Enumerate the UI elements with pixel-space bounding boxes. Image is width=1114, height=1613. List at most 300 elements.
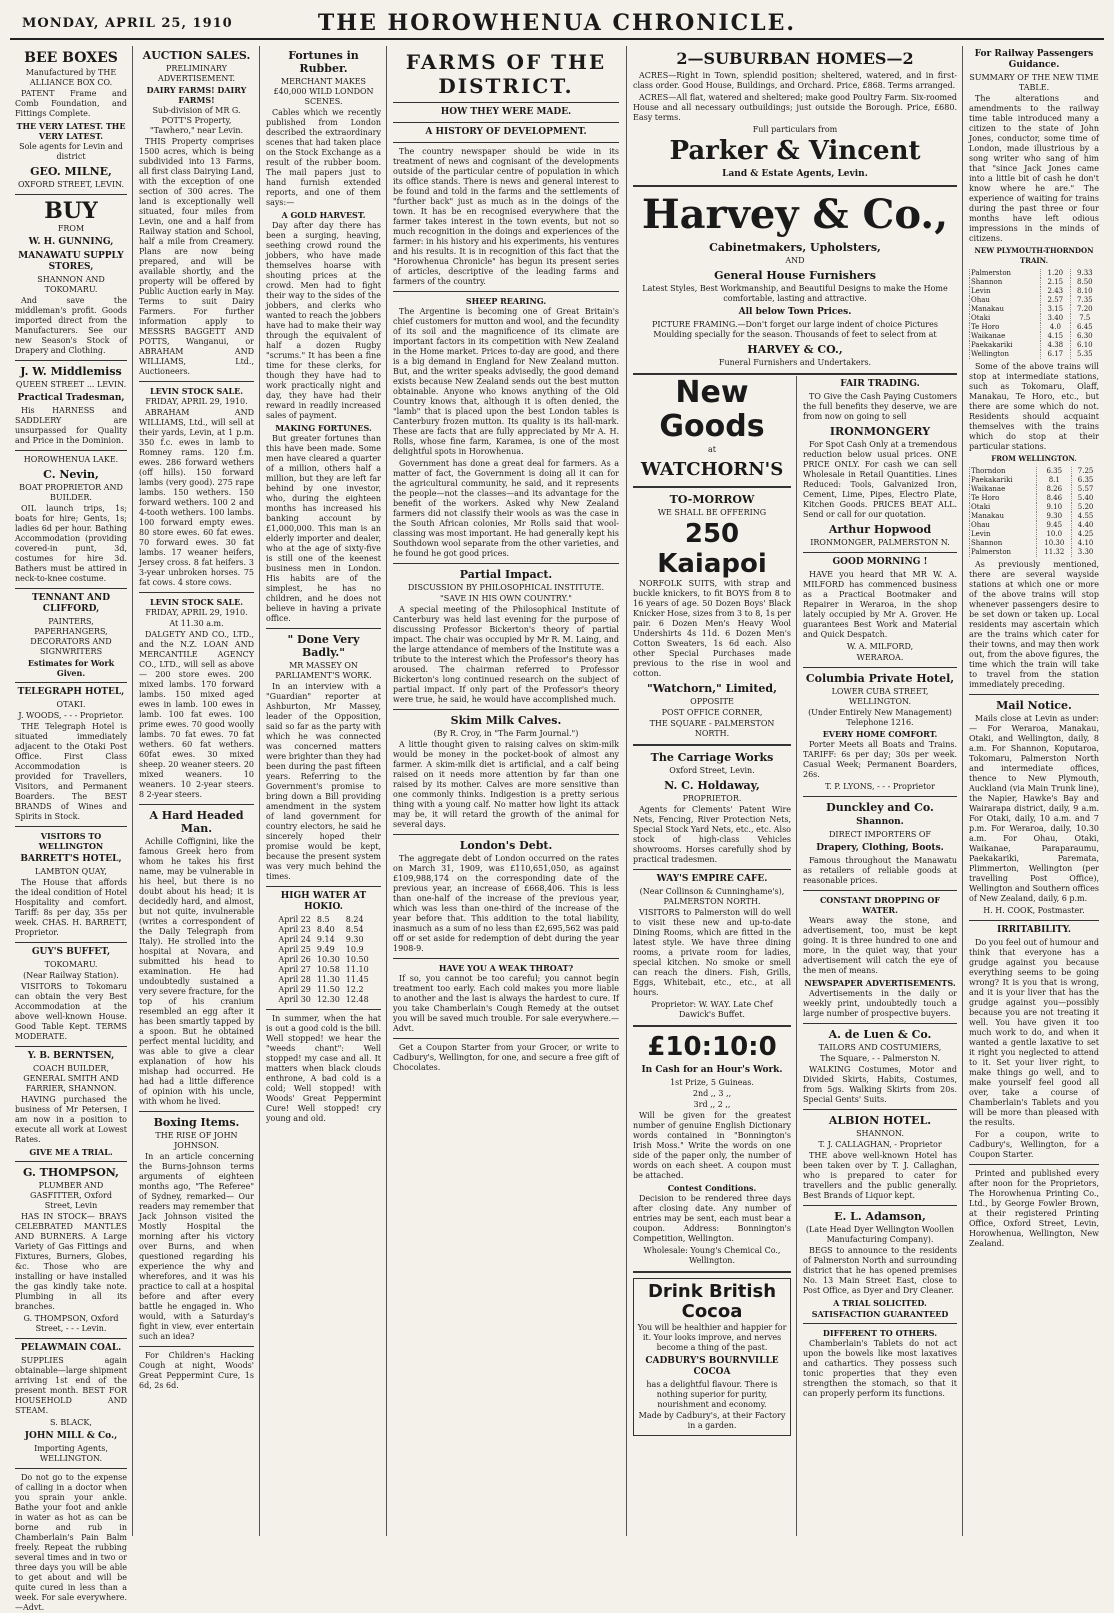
stock-sale-2-heading: LEVIN STOCK SALE. xyxy=(149,597,244,607)
thompson-signature: G. THOMPSON, Oxford Street, - - - Levin. xyxy=(23,1314,119,1333)
cadbury-coupon-advt: Get a Coupon Starter from your Grocer, or write to Cadbury's, Wellington, for one, and secure a free gift of Chocolates. xyxy=(393,1043,619,1072)
columbia-comfort: EVERY HOME COMFORT. xyxy=(822,729,938,739)
time-cell: 9.10 xyxy=(1037,503,1072,512)
ironmongery-body: For Spot Cash Only at a tremendous reduction below usual prices. ONE PRICE ONLY. For cash we can sell Wholesale in Retail Quantities. Lines Reduced: Tools, Galvanized Iron, Cement, Lime, Pipes, Electro Plate, Kitchen Goods. PRICES BEAT ALL. Send or call for our quotation. xyxy=(803,440,957,519)
kaiapoi-body: NORFOLK SUITS, with strap and buckle knickers, to fit BOYS from 8 to 16 years of age. 50 Dozen Boys' Black Knicker Hose, sizes from 3 to 8, 1s per pair. 6 Dozen Men's Heavy Wool Undershirts 4s 11d. 6 Dozen Men's Cotton Sweaters, 1s 6d each. Also other Special Purchases made previous to the rise in wool and cotton. xyxy=(633,579,791,678)
tide-cell-am: 9.49 xyxy=(316,945,335,954)
adamson-satisfaction: SATISFACTION GUARANTEED xyxy=(811,1309,949,1319)
auction-heading: AUCTION SALES. xyxy=(142,49,251,62)
boxing-heading: Boxing Items. xyxy=(153,1116,240,1129)
suburban-homes-title: 2—SUBURBAN HOMES—2 xyxy=(676,49,914,68)
time-cell: 3.15 xyxy=(1041,305,1071,314)
tide-cell-am: 9.14 xyxy=(316,935,335,944)
boxing-sub: THE RISE OF JOHN JOHNSON. xyxy=(155,1131,238,1150)
station-name: Waikanae xyxy=(970,485,1037,494)
dunckley-sub: DIRECT IMPORTERS OF xyxy=(829,830,931,839)
visitors-heading: VISITORS TO WELLINGTON xyxy=(38,831,104,851)
time-cell: 1.20 xyxy=(1041,269,1071,278)
sheep-rearing-body: The Argentine is becoming one of Great Britain's chief customers for mutton and wool, and the fecundity of its soil and the magnificence of its climate are important factors in its competition with New Zealand in the Home market. Prices to-day are good, and there is a big demand in England for New Zealand mutton. But, and the writer speaks advisedly, the good demand exists because New Zealand sends out the best mutton obtainable. Anyone who knows anything of the Old Country knows that, although it is often denied, the "lamb" that is placed upon the best London tables is Canterbury frozen mutton. Its quality is its hall-mark. These are facts that are fully appreciated by Mr A. H. Rolls, whose fine farm, Karamea, is one of the most delightful spots in Horowhenua. xyxy=(393,307,619,456)
black-name: S. BLACK, xyxy=(50,1418,92,1427)
station-name: Palmerston xyxy=(970,269,1041,278)
timetable-row xyxy=(970,494,1100,503)
cocoa-body: You will be healthier and happier for it. Your looks improve, and nerves become a thing of the past. xyxy=(637,1323,787,1352)
tide-row xyxy=(275,915,371,925)
time-cell: 3.40 xyxy=(1041,314,1071,323)
masthead xyxy=(10,6,1104,40)
guy-name: GUY'S BUFFET, xyxy=(31,947,111,957)
high-water-heading: HIGH WATER AT HOKIO. xyxy=(280,891,367,912)
harvey-body: Latest Styles, Best Workmanship, and Beautiful Designs to make the Home comfortable, lasting and attractive. xyxy=(642,284,948,303)
tide-cell-pm: 12.48 xyxy=(345,995,369,1004)
tide-cell-am: 10.30 xyxy=(316,955,340,964)
holdaway-body: Agents for Clements' Patent Wire Nets, Fencing, River Protection Nets, Special Stock Yard Nets, etc., etc. Also stock of high-class Vehicles showrooms. Horses carefully shod by practical tradesmen. xyxy=(633,805,791,864)
timetable-row xyxy=(970,341,1100,350)
partial-impact-quote: "SAVE IN HIS OWN COUNTRY." xyxy=(440,594,572,603)
new-goods-heading: New Goods xyxy=(659,375,765,444)
timetable-row xyxy=(970,521,1100,530)
time-cell: 6.30 xyxy=(1070,332,1099,341)
weak-throat-body: If so, you cannot be too careful; you cannot begin treatment too early. Each cold makes you more liable to another and the last is always the hardest to cure. If you take Chamberlain's Cough Remedy at the outset you will be saved much trouble. For sale everywhere.—Advt. xyxy=(393,974,619,1033)
offering-text: WE SHALL BE OFFERING xyxy=(657,508,767,517)
station-name: Ohau xyxy=(970,521,1037,530)
suburban-item-2: ACRES—All flat, watered and sheltered; make good Poultry Farm. Six-roomed House and all necessary outbuildings; just outside the Borough. Price, £680. Easy terms. xyxy=(633,93,957,122)
cocoa-advert xyxy=(633,1278,791,1436)
contest-body: Decision to be rendered three days after closing date. Any number of entries may be sent, each must bear a coupon. Address: Bonnington's Competition, Wellington. xyxy=(633,1194,791,1243)
milford-name: W. A. MILFORD, xyxy=(846,642,914,651)
albion-place: SHANNON. xyxy=(856,1129,904,1138)
stock-sale-2-time: At 11.30 a.m. xyxy=(169,619,224,628)
time-cell: 7.35 xyxy=(1070,296,1099,305)
berntsen-body: HAVING purchased the business of Mr Petersen, I am now in a position to execute all work at Lowest Rates. xyxy=(15,1095,127,1144)
gold-harvest-body: Day after day there has been a surging, heaving, seething crowd round the jobbers, who have made themselves hoarse with shouting prices at the crowd. Men had to fight their way to the sides of the jobbers, and clerks who wanted to reach the jobbers have had to make their way through the equivalent of half a dozen Rugby "scrums." It has been a fine time for these clerks, for though they have had to work practically night and day, they have had their reward in readily increased sales of payment. xyxy=(266,221,381,420)
time-cell: 10.0 xyxy=(1037,530,1072,539)
columbia-address: LOWER CUBA STREET, WELLINGTON. xyxy=(831,687,929,706)
timetable-south-heading: FROM WELLINGTON. xyxy=(991,454,1077,463)
skim-milk-body: A little thought given to raising calves on skim-milk would be money in the pocket-book of almost any farmer. A skim-milk diet is artificial, and a calf being raised on it needs more attention by far than one raised by its mother. Calves are more sensitive than one commonly thinks. Indigestion is a pretty serious thing with a young calf. No matter how light its attack may be, it will retard the growth of the animal for several days. xyxy=(393,740,619,829)
station-name: Otaki xyxy=(970,314,1041,323)
wayside-note: As previously mentioned, there are several wayside stations at which one or more of the above trains will stop whenever passengers desire to be set down or taken up. Local residents may ascertain which are the trains which cater for their towns, and may then work out, from the above figures, the time which the train will take to travel from the station immediately preceding. xyxy=(969,560,1099,689)
bee-boxes-latest: THE VERY LATEST. THE VERY LATEST. xyxy=(16,121,126,141)
rubber-body: Cables which we recently published from London described the extraordinary scenes that had taken place on the Stock Exchange as a result of the rubber boom. The mail papers just to hand furnish extended reports, and one of them says:— xyxy=(266,108,381,207)
tennant-name: TENNANT AND CLIFFORD, xyxy=(31,593,111,614)
time-cell: 4.15 xyxy=(1041,332,1071,341)
good-morning-heading: GOOD MORNING ! xyxy=(832,557,928,567)
timetable-north xyxy=(969,269,1099,359)
station-name: Paekakariki xyxy=(970,476,1037,485)
timetable-north-heading: NEW PLYMOUTH-THORNDON TRAIN. xyxy=(974,246,1094,265)
prize-sub: In Cash for an Hour's Work. xyxy=(641,1065,783,1075)
time-cell: 5.57 xyxy=(1072,485,1099,494)
fair-trading-body: TO Give the Cash Paying Customers the full benefits they deserve, we are from now on going to sell xyxy=(803,392,957,421)
gunning-stores: MANAWATU SUPPLY STORES, xyxy=(18,251,124,272)
newspaper-page xyxy=(10,6,1104,1612)
weak-throat-heading: HAVE YOU A WEAK THROAT? xyxy=(438,963,574,973)
farms-intro: The country newspaper should be wide in its treatment of news and cognisant of the developments outside of the particular centre of population in which its office stands. There is news and general interest to be found and told in the farms and the settlements of "further back" just as much as in the doings of the town. It has be en recognised everywhere that the farmer takes interest in the town events, but not so much recognition in the doings and experiences of the farmer: in his history and his experiments, his ventures and his results. It is in recognition of this fact that the "Horowhenua Chronicle" has begun its present series of articles, descriptive of the leading farms and farmers of the country. xyxy=(393,147,619,286)
tide-row xyxy=(275,985,371,995)
timetable-row xyxy=(970,314,1100,323)
time-cell: 6.35 xyxy=(1037,467,1072,476)
kaiapoi-name: Kaiapoi xyxy=(657,549,767,579)
johnmill-name: JOHN MILL & Co., xyxy=(24,1431,118,1441)
timetable-row xyxy=(970,467,1100,476)
dunckley-place: Shannon. xyxy=(856,817,904,827)
potts-body: THIS Property comprises 1500 acres, which is being subdivided into 13 Farms, all first class Dairying Land, with the exception of one section of 300 acres. The land is exceptionally well situated, four miles from Levin, one and a half from Railway station and School, half a mile from Creamery. Plans are now being prepared, and will be available shortly, and the property will be offered by Public Auction early in May. Terms to suit Dairy Farmers. For further information apply to MESSRS BAGGETT AND POTTS, Wanganui, or ABRAHAM AND WILLIAMS, Ltd., Auctioneers. xyxy=(139,137,254,376)
time-cell: 5.40 xyxy=(1072,494,1099,503)
station-name: Ohau xyxy=(970,296,1041,305)
timetable-row xyxy=(970,485,1100,494)
time-cell: 9.45 xyxy=(1037,521,1072,530)
tide-cell-pm: 9.30 xyxy=(345,935,364,944)
bee-boxes-body: PATENT Frame and Comb Foundation, and Fittings Complete. xyxy=(15,89,127,118)
ironmongery-heading: IRONMONGERY xyxy=(829,425,931,438)
prize-amount: £10:10:0 xyxy=(647,1032,777,1062)
tennant-sub: PAINTERS, PAPERHANGERS, DECORATORS AND SIGNWRITERS xyxy=(30,617,112,656)
station-name: Te Horo xyxy=(970,323,1041,332)
dunckley-goods: Drapery, Clothing, Boots. xyxy=(816,843,944,853)
timetable-row xyxy=(970,539,1100,548)
rubber-heading: Fortunes in Rubber. xyxy=(288,49,359,75)
prize-body: Will be given for the greatest number of genuine English Dictionary words contained in "Bonnington's Irish Moss." Write the words on one side of the paper only, the number of words on each sheet. A coupon must be attached. xyxy=(633,1111,791,1180)
suburban-item-1: ACRES—Right in Town, splendid position; sheltered, watered, and in first-class order. Good House, Buildings, and Orchard. Price, £868. Terms arranged. xyxy=(633,71,957,90)
watchorn-post-office: POST OFFICE CORNER, xyxy=(661,708,763,717)
thompson-name: G. THOMPSON, xyxy=(23,1166,119,1179)
watchorn-square: THE SQUARE - PALMERSTON NORTH. xyxy=(649,719,775,738)
cadbury-made: Made by Cadbury's, at their Factory in a garden. xyxy=(638,1411,786,1430)
tide-cell-date: April 24 xyxy=(278,935,311,944)
tide-cell-am: 10.58 xyxy=(316,965,340,974)
railway-summary: SUMMARY OF THE NEW TIME TABLE. xyxy=(969,73,1099,92)
guy-place: TOKOMARU. xyxy=(44,960,98,969)
harvey-prices: All below Town Prices. xyxy=(738,307,852,317)
watchorn-opposite: OPPOSITE xyxy=(690,697,734,706)
hard-headed-heading: A Hard Headed Man. xyxy=(149,809,244,835)
london-debt-body: The aggregate debt of London occurred on the rates on March 31, 1909, was £110,651,050, as against £109,988,174 on the corresponding date of the previous year, an increase of £668,406. This is less than one-half of the increase of the previous year, which was less than one-third of the increase of the year before that. This addition to the total liability, inasmuch as a sum of no less than £2,695,562 was paid off or set aside for redemption of debt during the year 1908-9. xyxy=(393,854,619,953)
mail-notice-body: Mails close at Levin as under:— For Weraroa, Manakau, Otaki, and Wellington, daily, 8 a.m. For Shannon, Koputaroa, Tokomaru, Palmerston North and intermediate offices, thence to New Plymouth, Auckland (via Main Trunk line), the Napier, Hawke's Bay and Wairarapa district, daily, 9 a.m. For Otaki, daily, 10 a.m. and 7 p.m. For Weraroa, daily, 10.30 a.m. For Ohau, Otaki, Waikanae, Paraparaumu, Paekakariki, Paremata, Plimmerton, Wellington (per travelling Post Office), Wellington and Southern offices of New Zealand, daily, 6 p.m. xyxy=(969,714,1100,903)
column-1 xyxy=(10,46,132,1612)
time-cell: 8.10 xyxy=(1070,287,1099,296)
adamson-sub: (Late Head Dyer Wellington Woollen Manufacturing Company). xyxy=(805,1225,955,1244)
summer-verse: In summer, when the hat is out a good cold is the bill. Well stopped! we hear the "weeds chant": Well stopped! my case and all. It matters when black clouds enthrone, A bad cold is a cold; Well stopped! with Woods' Great Peppermint Cure! Well stopped! cry young and old. xyxy=(266,1014,381,1123)
railway-heading: For Railway Passengers Guidance. xyxy=(974,49,1094,70)
hopwood-sub: IRONMONGER, PALMERSTON N. xyxy=(810,538,950,547)
tide-cell-date: April 29 xyxy=(278,985,311,994)
farms-column xyxy=(388,46,624,1536)
albion-hotel-name: ALBION HOTEL. xyxy=(828,1114,932,1127)
hard-headed-body: Achille Coffignini, like the famous Greek hero from whom he takes his first name, may be vulnerable in his heel, but there is no doubt about his head; it is decidedly hard, and almost, but not quite, invulnerable (writes a correspondent of the Daily Telegraph from Italy). He strolled into the hospital at Novara, and submitted his head to examination. He had undoubtedly sustained a very severe fracture, for the top of his cranium resembled an egg after it has been smartly tapped by a spoon. But he obtained perfect mental lucidity, and was able to give a clear explanation of how his mishap had occurred. He had had a little difference of opinion with his uncle, with whom he lived. xyxy=(139,837,254,1106)
harvey-and: AND xyxy=(785,256,805,265)
column-5 xyxy=(964,46,1104,1536)
berntsen-trial: GIVE ME A TRIAL. xyxy=(29,1147,113,1157)
newspaper-title: THE HOROWHENUA CHRONICLE. xyxy=(317,10,797,36)
time-cell: 6.35 xyxy=(1072,476,1099,485)
column-3 xyxy=(261,46,386,1536)
timetable-row xyxy=(970,269,1100,278)
barrett-name: BARRETT'S HOTEL, xyxy=(20,854,122,864)
timetable-row xyxy=(970,476,1100,485)
watchorn-name: WATCHORN'S xyxy=(640,459,784,480)
harvey-name-again: HARVEY & CO., xyxy=(747,343,843,356)
partial-impact-body: A special meeting of the Philosophical Institute of Canterbury was held last evening for the purpose of discussing Professor Bickerton's theory of partial impact. The chair was occupied by Mr R. M. Laing, and the large attendance of members of the Institute was a tribute to the interest which the Professor's theory has aroused. The chairman referred to Professor Bickerton's long continued research on the subject of partial impact. If only part of the Professor's theory were true, he said, he would have accomplished much. xyxy=(393,605,619,704)
auction-prelim: PRELIMINARY ADVERTISEMENT. xyxy=(157,64,236,83)
time-cell: 6.10 xyxy=(1070,341,1099,350)
columbia-proprietor: T. P. LYONS, - - - Proprietor xyxy=(825,782,935,791)
done-very-badly-heading: " Done Very Badly." xyxy=(287,633,360,659)
telegraph-name: TELEGRAPH HOTEL, xyxy=(17,687,125,697)
middlemiss-address: QUEEN STREET ... LEVIN. xyxy=(15,380,127,389)
stock-sale-1-date: FRIDAY, APRIL 29, 1910. xyxy=(145,397,248,406)
station-name: Shannon xyxy=(970,278,1041,287)
stock-sale-2-date: FRIDAY, APRIL 29, 1910. xyxy=(145,608,248,617)
timetable-south xyxy=(969,467,1099,557)
farms-title: FARMS OF THE DISTRICT. xyxy=(405,50,607,98)
prize-third: 3rd ,, 2 ,, xyxy=(693,1100,731,1109)
timetable-row xyxy=(970,512,1100,521)
tide-cell-pm: 11.10 xyxy=(345,965,369,974)
way-cafe-sub: (Near Collinson & Cunninghame's), PALMERSTON NORTH. xyxy=(639,887,785,906)
time-cell: 8.26 xyxy=(1037,485,1072,494)
different-heading: DIFFERENT TO OTHERS. xyxy=(822,1328,938,1338)
tide-cell-date: April 23 xyxy=(278,925,311,934)
holdaway-proprietor: PROPRIETOR. xyxy=(682,794,742,803)
partial-impact-sub: DISCUSSION BY PHILOSOPHICAL INSTITUTE. xyxy=(407,583,605,592)
barrett-body: The House that affords the ideal condition of Hotel Hospitality and comfort. Tariff: 8s per day, 35s per week. CHAS. H. BARRETT, Proprietor. xyxy=(15,878,127,937)
ads-lower-right xyxy=(798,376,962,1536)
sheep-rearing-heading: SHEEP REARING. xyxy=(465,296,547,306)
station-name: Levin xyxy=(970,287,1041,296)
station-name: Manakau xyxy=(970,305,1041,314)
harvey-sub: Cabinetmakers, Upholsters, xyxy=(709,241,881,254)
buy-heading: BUY xyxy=(44,198,98,224)
holdaway-name: N. C. Holdaway, xyxy=(664,779,760,792)
tomorrow-heading: TO-MORROW xyxy=(669,493,755,506)
parker-vincent-sub: Land & Estate Agents, Levin. xyxy=(722,169,868,179)
center-block xyxy=(388,46,962,1536)
cadbury-name: CADBURY'S BOURNVILLE COCOA xyxy=(645,1356,779,1377)
gunning-name: W. H. GUNNING, xyxy=(28,237,114,247)
potts-subdivision: Sub-division of MR G. POTT'S Property, "Tawhero," near Levin. xyxy=(149,106,244,135)
middlemiss-tagline: Practical Tradesman, xyxy=(17,393,125,403)
milford-place: WERAROA. xyxy=(856,653,904,662)
station-name: Thorndon xyxy=(970,467,1037,476)
fair-trading-heading: FAIR TRADING. xyxy=(840,379,920,389)
middlemiss-name: J. W. Middlemiss xyxy=(20,365,122,378)
telegraph-proprietor: J. WOODS, - - - Proprietor. xyxy=(18,711,124,720)
tide-cell-pm: 10.9 xyxy=(345,945,364,954)
pelawmain-name: PELAWMAIN COAL. xyxy=(20,1343,122,1353)
skim-milk-heading: Skim Milk Calves. xyxy=(450,714,562,727)
de-luen-address: The Square, - - Palmerston N. xyxy=(820,1054,940,1063)
time-cell: 5.35 xyxy=(1070,350,1099,359)
time-cell: 2.43 xyxy=(1041,287,1071,296)
tide-row xyxy=(275,955,371,965)
dunckley-name: Dunckley and Co. xyxy=(826,801,934,814)
timetable-row xyxy=(970,278,1100,287)
tide-cell-am: 8.5 xyxy=(316,915,330,924)
railway-body: The alterations and amendments to the railway time table introduced many a citizen to the state of John Jones, conductor, some time of London, made illustrious by a song writer who sang of him that "since Jack Jones came into a little bit of cash he don't know where he are." The experience of waiting for trains during the past three or four months have left odious impressions in the minds of citizens. xyxy=(969,94,1099,243)
massey-body: In an interview with a "Guardian" reporter at Ashburton, Mr Massey, leader of the Opposition, said so far as the party with which he was connected was concerned matters were brighter than they had been during the past fifteen years. Referring to the Government's promise to bring down a Bill providing amendment in the system of land government for country electors, he said he sincerely hoped their promise would be kept, because the present system was very much behind the times. xyxy=(266,682,381,881)
johnmill-sub: Importing Agents, WELLINGTON. xyxy=(34,1444,108,1463)
tide-cell-pm: 10.50 xyxy=(345,955,369,964)
time-cell: 4.55 xyxy=(1072,512,1099,521)
time-cell: 7.5 xyxy=(1070,314,1099,323)
bee-boxes-title: BEE BOXES xyxy=(24,50,118,66)
guy-sub: (Near Railway Station). xyxy=(23,971,119,980)
skim-milk-sub: (By R. Croy, in "The Farm Journal.") xyxy=(433,729,579,738)
watchorn-limited: "Watchorn," Limited, xyxy=(647,682,777,695)
guy-body: VISITORS to Tokomaru can obtain the very Best Accommodation at the above well-known House. Good Table Kept. TERMS MODERATE. xyxy=(15,982,127,1041)
pain-balm-advt: Do not go to the expense of calling in a doctor when you sprain your ankle. Bathe your foot and ankle in water as hot as can be borne and rub in Chamberlain's Pain Balm freely. Repeat the rubbing several times and in two or three days you will be able to get about and will be quite cured in less than a week. For sale everywhere.—Advt. xyxy=(15,1473,127,1612)
tide-row xyxy=(275,925,371,935)
tide-cell-am: 8.40 xyxy=(316,925,335,934)
time-cell: 7.25 xyxy=(1072,467,1099,476)
cadbury-body: has a delightful flavour. There is nothing superior for purity, nourishment and economy. xyxy=(646,1380,778,1409)
tide-cell-am: 12.30 xyxy=(316,995,340,1004)
time-cell: 10.30 xyxy=(1037,539,1072,548)
massey-sub: MR MASSEY ON PARLIAMENT'S WORK. xyxy=(275,661,372,680)
making-fortunes-body: But greater fortunes than this have been made. Some men have cleared a quarter of a million, others half a million, but they are left far behind by one investor, who, during the eighteen months has increased his banking account by £1,000,000. This man is an elderly importer and dealer, who at the age of sixty-five is still one of the keenest business men in London. His habits are of the simplest, he has no children, and he does not believe in having a private office. xyxy=(266,434,381,623)
farms-sub2: A HISTORY OF DEVELOPMENT. xyxy=(425,127,587,137)
tide-cell-pm: 8.54 xyxy=(345,925,364,934)
station-name: Levin xyxy=(970,530,1037,539)
new-goods-at: at xyxy=(708,445,716,454)
gold-harvest-heading: A GOLD HARVEST. xyxy=(281,210,366,220)
london-debt-heading: London's Debt. xyxy=(459,839,553,852)
irritability-heading: IRRITABILITY. xyxy=(996,925,1072,935)
harvey-picture-framing: PICTURE FRAMING.—Don't forget our large indent of choice Pictures Moulding specially for the season. Thousands of feet to select from at xyxy=(652,320,938,339)
timetable-row xyxy=(970,548,1100,557)
time-cell: 4.40 xyxy=(1072,521,1099,530)
cadbury-note: For a coupon, write to Cadbury's, Wellington, for a Coupon Starter. xyxy=(969,1130,1099,1159)
station-name: Otaki xyxy=(970,503,1037,512)
milne-name: GEO. MILNE, xyxy=(30,165,112,178)
de-luen-body: WALKING Costumes, Motor and Divided Skirts, Habits, Costumes, from 5gs. Walking Skirts from 20s. Special Gents' Suits. xyxy=(803,1065,957,1104)
milne-address: OXFORD STREET, LEVIN. xyxy=(17,180,125,189)
kaiapoi-count: 250 xyxy=(684,519,740,549)
berntsen-name: Y. B. BERNTSEN, xyxy=(27,1051,115,1061)
adamson-body: BEGS to announce to the residents of Palmerston North and surrounding district that he has opened premises No. 13 Main Street East, close to Post Office, as Dyer and Dry Cleaner. xyxy=(803,1246,957,1295)
time-cell: 2.57 xyxy=(1041,296,1071,305)
wholesale-text: Wholesale: Young's Chemical Co., Wellington. xyxy=(643,1246,781,1265)
time-cell: 4.0 xyxy=(1041,323,1071,332)
time-cell: 8.50 xyxy=(1070,278,1099,287)
time-cell: 6.45 xyxy=(1070,323,1099,332)
tide-row xyxy=(275,975,371,985)
station-name: Shannon xyxy=(970,539,1037,548)
time-cell: 8.46 xyxy=(1037,494,1072,503)
issue-date: MONDAY, APRIL 25, 1910 xyxy=(22,16,233,31)
woods-cure-advt: For Children's Hacking Cough at night, Woods' Great Peppermint Cure, 1s 6d, 2s 6d. xyxy=(139,1351,254,1390)
sheep-rearing-body-2: Government has done a great deal for farmers. As a matter of fact, the Government is doing all it can for the agricultural community, he said, and it represents the people—not the classes—and its advantage for the benefit of the workers. Asked why New Zealand farmers did not classify their wools as was the case in the South African colonies, Mr Rolls said that wool-classing was most important. He had generally kept his Southdown wool separate from the other varieties, and he found he got good prices. xyxy=(393,459,619,558)
way-cafe-body: VISITORS to Palmerston will do well to visit these new and up-to-date Dining Rooms, which are fitted in the latest style. We have three dining rooms, a private room for ladies, special kitchen. No smoke or smell can reach the diners. Fish, Grills, Eggs, Whitebait, etc., etc., at all hours. xyxy=(633,908,791,997)
thompson-body: HAS IN STOCK— BRAYS CELEBRATED MANTLES AND BURNERS. A Large Variety of Gas Fittings and Fixtures, Burners, Globes, &c. Those who are installing or have installed the gas kindly take note. Plumbing in all its branches. xyxy=(15,1212,127,1311)
columbia-management: (Under Entirely New Management) Telephone 1216. xyxy=(808,708,952,727)
thompson-sub: PLUMBER AND GASFITTER, Oxford Street, Levin xyxy=(30,1181,112,1210)
tide-cell-date: April 25 xyxy=(278,945,311,954)
gunning-place: SHANNON AND TOKOMARU. xyxy=(37,275,105,294)
time-cell: 7.20 xyxy=(1070,305,1099,314)
prize-second: 2nd ,, 3 ,, xyxy=(692,1089,732,1098)
station-name: Wellington xyxy=(970,350,1041,359)
lake-heading: HOROWHENUA LAKE. xyxy=(23,455,119,464)
albion-proprietor: T. J. CALLAGHAN, - Proprietor xyxy=(818,1140,942,1149)
stations-note: Some of the above trains will stop at intermediate stations, such as Tokomaru, Olaff, Manakau, Te Horo, etc., but there are some which do not. Residents should acquaint themselves with the trains which do stop at their particular stations. xyxy=(969,362,1099,451)
tide-row xyxy=(275,995,371,1005)
nevin-body: OIL launch trips, 1s; boats for hire; Gents, 1s; ladies 6d per hour. Bathing Accommodation (providing covered-in punt, 3d, costumes for hire 3d. Bathers must be attired in neck-to-knee costume. xyxy=(15,504,127,583)
albion-body: THE above well-known Hotel has been taken over by T. J. Callaghan, who is prepared to cater for travellers and the public generally. Best Brands of Liquor kept. xyxy=(803,1151,957,1200)
nevin-name: C. Nevin, xyxy=(43,468,99,481)
columbia-hotel-name: Columbia Private Hotel, xyxy=(805,672,955,685)
stock-sale-1-body: ABRAHAM AND WILLIAMS, Ltd., will sell at their yards, Levin, at 1 p.m. 350 f.c. ewes in lamb to Romney rams. 120 f.m. ewes. 286 forward wethers (off hills). 150 forward lambs (very good). 275 rape lambs. 150 wethers. 150 forward wethers. 100 2 and 4-tooth wethers. 100 lambs. 100 forward empty ewes. 80 store ewes. 60 fat ewes. 70 forward ewes. 30 fat lambs. 17 weaner heifers, Jersey cross. 8 fat heifers. 3 3-year unbroken horses. 75 fat cows. 4 store cows. xyxy=(139,408,254,587)
mail-notice-signature: H. H. COOK, Postmaster. xyxy=(983,906,1085,915)
newspaper-ads-body: Advertisements in the daily or weekly print, undoubtedly touch a large number of prospective buyers. xyxy=(803,989,957,1018)
tide-cell-date: April 30 xyxy=(278,995,311,1004)
telegraph-body: THE Telegraph Hotel is situated immediately adjacent to the Otaki Post Office. First Class Accommodation is provided for Travellers, Visitors, and Permanent Boarders. The BEST BRANDS of Wines and Spirits in Stock. xyxy=(15,722,127,821)
tennant-estimates: Estimates for Work Given. xyxy=(27,658,115,678)
tide-cell-pm: 8.24 xyxy=(345,915,364,924)
time-cell: 4.38 xyxy=(1041,341,1071,350)
adamson-trial: A TRIAL SOLICITED. xyxy=(833,1298,927,1308)
time-cell: 2.15 xyxy=(1041,278,1071,287)
station-name: Waikanae xyxy=(970,332,1041,341)
berntsen-sub: COACH BUILDER, GENERAL SMITH AND FARRIER, SHANNON. xyxy=(23,1064,119,1093)
making-fortunes-heading: MAKING FORTUNES. xyxy=(275,423,372,433)
carriage-works-heading: The Carriage Works xyxy=(650,751,774,764)
gunning-body: And save the middleman's profit. Goods imported direct from the Manufacturers. See our new Season's Stock of Drapery and Clothing. xyxy=(15,296,127,355)
barrett-place: LAMBTON QUAY, xyxy=(35,867,107,876)
newspaper-ads-heading: NEWSPAPER ADVERTISEMENTS. xyxy=(804,978,956,988)
buy-from: FROM xyxy=(57,224,85,233)
mail-notice-heading: Mail Notice. xyxy=(996,699,1072,712)
tide-row xyxy=(275,965,371,975)
timetable-row xyxy=(970,287,1100,296)
tide-cell-date: April 26 xyxy=(278,955,311,964)
time-cell: 3.30 xyxy=(1072,548,1099,557)
time-cell: 9.33 xyxy=(1070,269,1099,278)
tide-cell-date: April 28 xyxy=(278,975,311,984)
dairy-farms-heading: DAIRY FARMS! DAIRY FARMS! xyxy=(146,85,247,105)
bee-boxes-maker: Manufactured by THE ALLIANCE BOX CO. xyxy=(25,68,117,87)
tide-cell-date: April 22 xyxy=(278,915,311,924)
suburban-particulars: Full particulars from xyxy=(752,125,838,134)
telegraph-place: OTAKI. xyxy=(56,700,86,709)
timetable-row xyxy=(970,350,1100,359)
hopwood-name: Arthur Hopwood xyxy=(828,523,932,536)
time-cell: 4.25 xyxy=(1072,530,1099,539)
harvey-sub2: General House Furnishers xyxy=(714,269,876,282)
tide-cell-am: 11.30 xyxy=(316,975,340,984)
parker-vincent-name: Parker & Vincent xyxy=(669,136,921,166)
time-cell: 4.10 xyxy=(1072,539,1099,548)
carriage-works-address: Oxford Street, Levin. xyxy=(669,766,755,775)
ads-lower-left xyxy=(628,376,796,1536)
tide-row xyxy=(275,935,371,945)
middlemiss-body: His HARNESS and SADDLERY are unsurpassed for Quality and Price in the Dominion. xyxy=(15,406,127,445)
pelawmain-body: SUPPLIES again obtainable—large shipment arriving 1st end of the present month. BEST FOR HOUSEHOLD AND STEAM. xyxy=(15,1356,127,1415)
rubber-sub: MERCHANT MAKES £40,000 WILD LONDON SCENES. xyxy=(273,77,374,106)
contest-heading: Contest Conditions. xyxy=(667,1183,757,1193)
imprint: Printed and published every after noon for the Proprietors, The Horowhenua Printing Co., Ltd., by George Fowler Brown, at their registered Printing Office, Oxford Street, Levin, Horowhenua, Wellington, New Zealand. xyxy=(969,1169,1099,1248)
stock-sale-2-body: DALGETY AND CO., LTD., and the N.Z. LOAN AND MERCANTILE AGENCY CO., LTD., will sell as above— 200 store ewes. 200 mixed lambs. 170 forward lambs. 150 mixed aged ewes in lamb. 100 ewes in lamb. 100 fat ewes. 100 prime ewes. 70 good woolly lambs. 70 fat ewes. 70 fat wethers. 60 fat wethers. 60fat ewes. 30 mixed sheep. 20 weaner steers. 20 mixed weaners. 10 weaners. 10 2-year steers. 8 2-year steers. xyxy=(139,630,254,799)
timetable-row xyxy=(970,296,1100,305)
boxing-body: In an article concerning the Burns-Johnson terms arguments of eighteen months ago, "The Referee" of Sydney, remarked— Our readers may remember that Jack Johnson visited the Mostly Hospital the morning after his victory over Burns, and when questioned regarding his experience the why and wherefores, and it was his practice to call at a hospital before and after every battle he engaged in. Who would, with a Saturday's fight in view, ever entertain such an idea? xyxy=(139,1152,254,1341)
nevin-sub: BOAT PROPRIETOR AND BUILDER. xyxy=(19,483,123,502)
de-luen-sub: TAILORS AND COSTUMIERS, xyxy=(818,1043,942,1052)
tide-cell-pm: 12.2 xyxy=(345,985,364,994)
time-cell: 8.1 xyxy=(1037,476,1072,485)
tide-cell-am: 11.50 xyxy=(316,985,340,994)
bee-boxes-agent: Sole agents for Levin and district xyxy=(19,142,123,161)
stock-sale-1-heading: LEVIN STOCK SALE. xyxy=(149,386,244,396)
